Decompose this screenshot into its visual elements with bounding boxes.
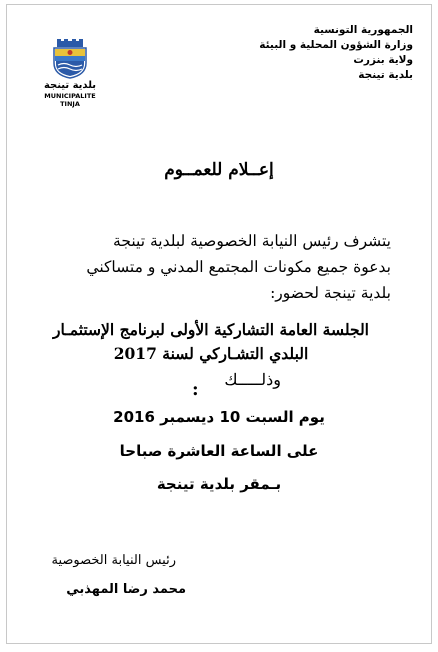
colon-mark: : [192, 379, 199, 400]
municipality-emblem-icon [48, 39, 92, 79]
event-line-2: البلدي التشـاركي لسنة 2017 [113, 344, 309, 363]
signatory-name: محمد رضا المهذبي [66, 582, 186, 597]
logo-french-text: MUNICIPALITE TINJA [44, 92, 96, 108]
event-date: يوم السبت 10 ديسمبر 2016 [113, 408, 325, 426]
municipality-logo [35, 39, 105, 108]
invitation-paragraph [36, 228, 391, 306]
header-line-republic: الجمهورية التونسية [313, 24, 413, 36]
document-page [6, 4, 432, 644]
intro-line-3: بلدية تينجة لحضور: [270, 284, 391, 302]
thats-label: وذلـــــك [224, 370, 281, 389]
header-line-ministry: وزارة الشؤون المحلية و البيئة [259, 39, 413, 51]
page-title: إعــلام للعمــوم [164, 160, 274, 180]
event-place: بـمقر بلدية تينجة [156, 475, 282, 493]
intro-line-2: بدعوة جميع مكونات المجتمع المدني و متساكني [86, 258, 391, 276]
header-line-municipality: بلدية تينجة [358, 69, 413, 81]
signatory-title: رئيس النيابة الخصوصية [51, 553, 176, 568]
logo-arabic-text: بلدية تينجة [43, 80, 97, 91]
event-title [31, 318, 391, 366]
intro-line-1: يتشرف رئيس النيابة الخصوصية لبلدية تينجة [113, 232, 391, 250]
official-header [259, 23, 413, 83]
event-time: على الساعة العاشرة صباحا [119, 442, 319, 460]
header-line-governorate: ولاية بنزرت [353, 54, 413, 66]
event-line-1: الجلسة العامة التشاركية الأولى لبرنامج الإستثمـار [52, 320, 369, 339]
